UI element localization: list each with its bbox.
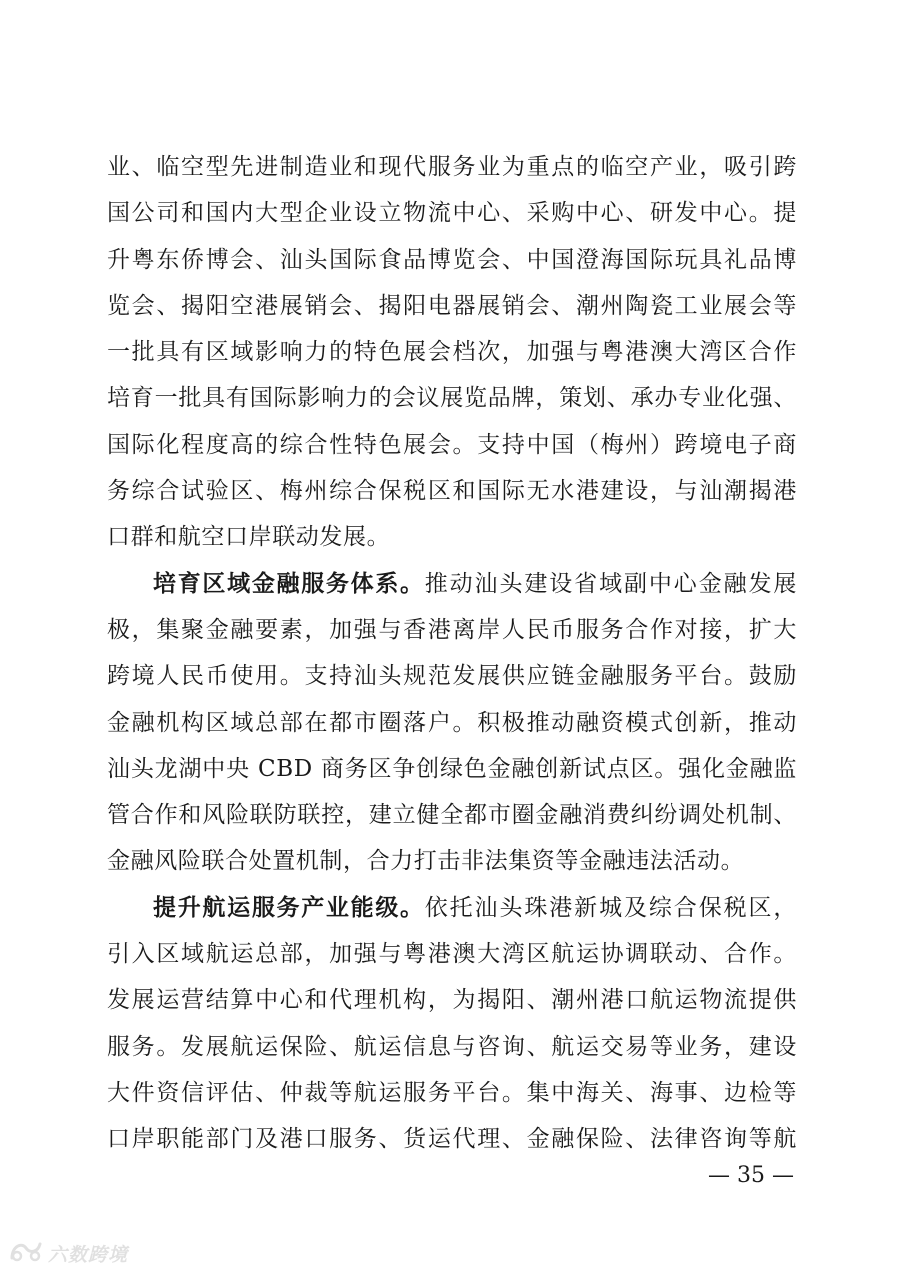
text-line: 发展运营结算中心和代理机构，为揭阳、潮州港口航运物流提供 [107, 987, 797, 1014]
watermark [8, 1238, 128, 1268]
text-line: 口岸职能部门及港口服务、货运代理、金融保险、法律咨询等航 [107, 1126, 797, 1153]
paragraph-2 [107, 561, 797, 885]
text-run: 推动汕头建设省域副中心金融发展 [424, 570, 798, 597]
text-line: 服务。发展航运保险、航运信息与咨询、航运交易等业务，建设 [107, 1033, 797, 1060]
text-line: 汕头龙湖中央 CBD 商务区争创绿色金融创新试点区。强化金融监 [107, 755, 797, 782]
text-line: 国公司和国内大型企业设立物流中心、采购中心、研发中心。提 [107, 200, 797, 227]
paragraph-heading: 培育区域金融服务体系。 [153, 570, 425, 597]
document-body [107, 144, 797, 1163]
paragraph-3 [107, 885, 797, 1163]
text-line [107, 561, 797, 607]
text-line: 引入区域航运总部，加强与粤港澳大湾区航运协调联动、合作。 [107, 941, 797, 968]
text-line: 金融机构区域总部在都市圈落户。积极推动融资模式创新，推动 [107, 709, 797, 736]
text-line: 国际化程度高的综合性特色展会。支持中国（梅州）跨境电子商 [107, 431, 797, 458]
text-line: 览会、揭阳空港展销会、揭阳电器展销会、潮州陶瓷工业展会等 [107, 292, 797, 319]
paragraph-heading: 提升航运服务产业能级。 [153, 894, 425, 921]
text-line [107, 885, 797, 931]
text-line: 务综合试验区、梅州综合保税区和国际无水港建设，与汕潮揭港 [107, 478, 797, 505]
text-line: 升粤东侨博会、汕头国际食品博览会、中国澄海国际玩具礼品博 [107, 246, 797, 273]
logo-icon [8, 1238, 44, 1268]
text-line: 业、临空型先进制造业和现代服务业为重点的临空产业，吸引跨 [107, 154, 797, 180]
text-line: 极，集聚金融要素，加强与香港离岸人民币服务合作对接，扩大 [107, 616, 797, 643]
page-number: — 35 — [708, 1163, 794, 1188]
text-line: 培育一批具有国际影响力的会议展览品牌，策划、承办专业化强、 [107, 385, 797, 412]
text-line: 金融风险联合处置机制，合力打击非法集资等金融违法活动。 [107, 848, 745, 875]
watermark-text: 六数跨境 [48, 1243, 129, 1266]
text-line: 口群和航空口岸联动发展。 [107, 524, 391, 551]
text-line: 管合作和风险联防联控，建立健全都市圈金融消费纠纷调处机制、 [107, 802, 797, 829]
text-run: 依托汕头珠港新城及综合保税区， [424, 894, 798, 921]
text-line: 大件资信评估、仲裁等航运服务平台。集中海关、海事、边检等 [107, 1079, 797, 1106]
text-line: 跨境人民币使用。支持汕头规范发展供应链金融服务平台。鼓励 [107, 663, 797, 690]
text-line: 一批具有区域影响力的特色展会档次，加强与粤港澳大湾区合作 [107, 339, 797, 366]
paragraph-1 [107, 144, 797, 561]
